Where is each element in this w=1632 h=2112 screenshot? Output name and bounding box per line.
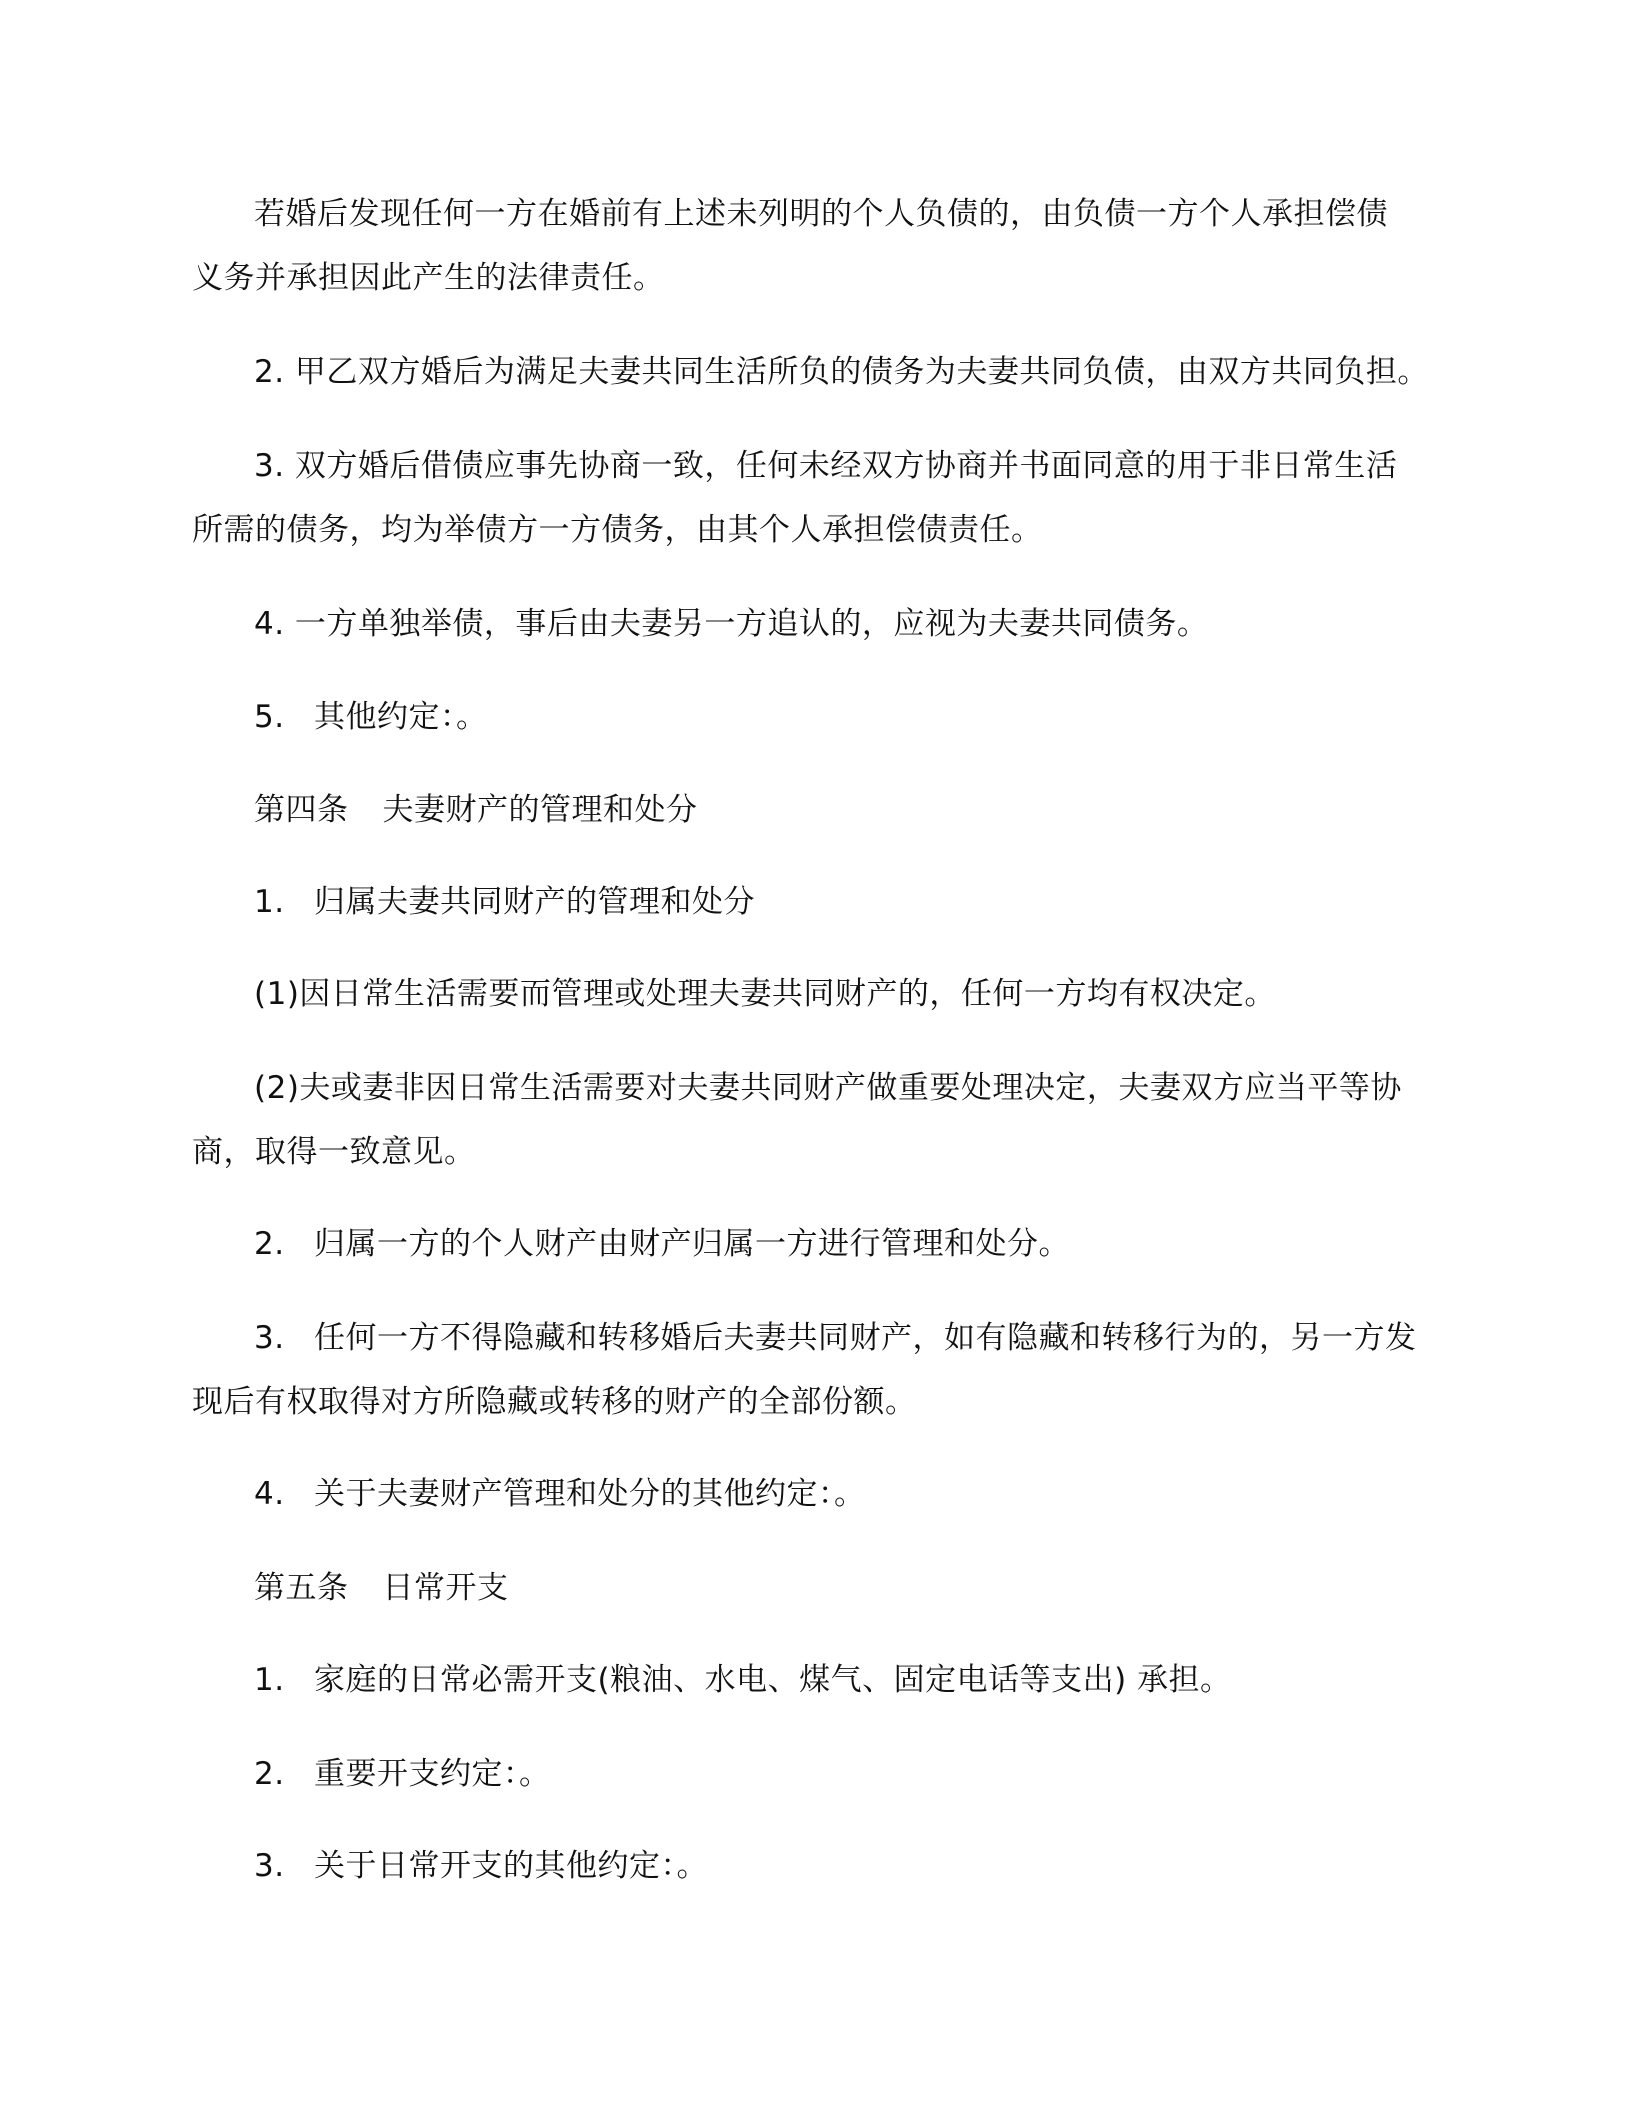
paragraph-line: 商，取得一致意见。 bbox=[192, 1134, 476, 1170]
paragraph-line: (1)因日常生活需要而管理或处理夫妻共同财产的，任何一方均有权决定。 bbox=[254, 976, 1276, 1012]
list-item-text: 家庭的日常必需开支(粮油、水电、煤气、固定电话等支出) 承担。 bbox=[314, 1662, 1232, 1698]
section-heading bbox=[254, 790, 698, 830]
list-item bbox=[254, 697, 488, 737]
list-item-text: 其他约定：。 bbox=[314, 699, 488, 735]
paragraph-line: 所需的债务，均为举债方一方债务，由其个人承担偿债责任。 bbox=[192, 512, 1043, 548]
list-item bbox=[254, 882, 755, 922]
list-item bbox=[254, 1660, 1232, 1700]
paragraph-line: 若婚后发现任何一方在婚前有上述未列明的个人负债的，由负债一方个人承担偿债 bbox=[254, 196, 1388, 232]
list-item-text: 关于日常开支的其他约定：。 bbox=[314, 1848, 708, 1884]
list-number: 3. bbox=[254, 1320, 285, 1356]
list-number: 1. bbox=[254, 1662, 285, 1698]
list-item-text: 任何一方不得隐藏和转移婚后夫妻共同财产，如有隐藏和转移行为的，另一方发 bbox=[314, 1320, 1417, 1356]
paragraph-line: 4. 一方单独举债，事后由夫妻另一方追认的，应视为夫妻共同债务。 bbox=[254, 606, 1209, 642]
list-item-text: 关于夫妻财产管理和处分的其他约定：。 bbox=[314, 1476, 866, 1512]
article-title: 夫妻财产的管理和处分 bbox=[382, 792, 698, 828]
list-item-text: 归属一方的个人财产由财产归属一方进行管理和处分。 bbox=[314, 1226, 1070, 1262]
list-number: 2. bbox=[254, 1226, 285, 1262]
list-item-text: 归属夫妻共同财产的管理和处分 bbox=[314, 884, 755, 920]
paragraph-line: 3. 双方婚后借债应事先协商一致，任何未经双方协商并书面同意的用于非日常生活 bbox=[254, 448, 1398, 484]
paragraph-line: 2. 甲乙双方婚后为满足夫妻共同生活所负的债务为夫妻共同负债，由双方共同负担。 bbox=[254, 354, 1429, 390]
list-number: 2. bbox=[254, 1756, 285, 1792]
list-number: 5. bbox=[254, 699, 285, 735]
list-item bbox=[254, 1318, 1417, 1358]
paragraph-line: 义务并承担因此产生的法律责任。 bbox=[192, 260, 665, 296]
article-title: 日常开支 bbox=[382, 1570, 509, 1606]
list-item bbox=[254, 1754, 551, 1794]
section-heading bbox=[254, 1568, 509, 1608]
list-item-text: 重要开支约定：。 bbox=[314, 1756, 551, 1792]
list-item bbox=[254, 1846, 708, 1886]
article-number: 第四条 bbox=[254, 792, 349, 828]
list-number: 4. bbox=[254, 1476, 285, 1512]
list-item bbox=[254, 1474, 866, 1514]
list-number: 3. bbox=[254, 1848, 285, 1884]
article-number: 第五条 bbox=[254, 1570, 349, 1606]
paragraph-line: (2)夫或妻非因日常生活需要对夫妻共同财产做重要处理决定，夫妻双方应当平等协 bbox=[254, 1070, 1402, 1106]
list-item bbox=[254, 1224, 1070, 1264]
list-number: 1. bbox=[254, 884, 285, 920]
paragraph-line: 现后有权取得对方所隐藏或转移的财产的全部份额。 bbox=[192, 1384, 917, 1420]
